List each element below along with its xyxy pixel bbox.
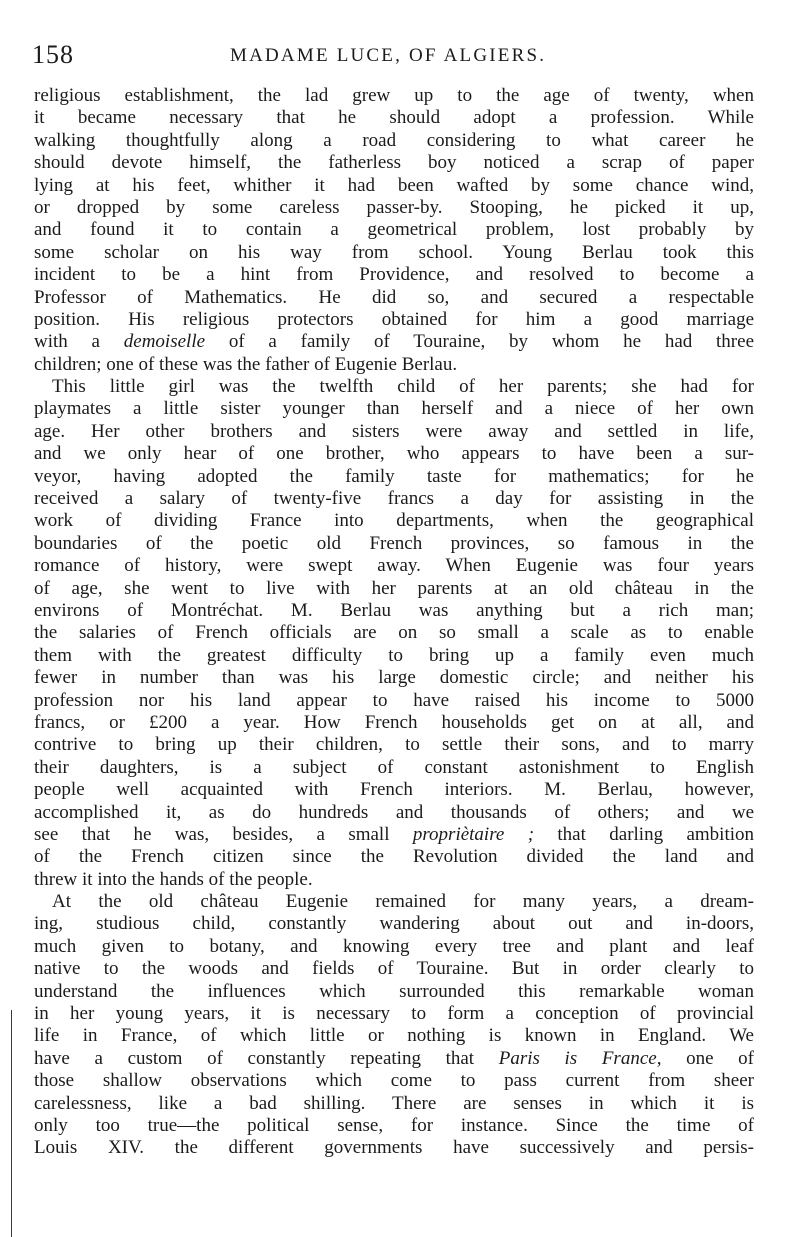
text-segment: ing, studious child, constantly wandering about out and in-doors, [34, 913, 754, 935]
text-segment: of age, she went to live with her parents at an old château in the [34, 577, 754, 599]
text-line [34, 824, 754, 846]
text-line [34, 376, 754, 398]
text-line [34, 85, 754, 107]
text-line [34, 421, 754, 443]
text-segment: of the French citizen since the Revolution divided the land and [34, 846, 754, 868]
text-segment: native to the woods and fields of Touraine. But in order clearly to [34, 958, 754, 980]
italic-phrase: demoiselle [123, 331, 206, 353]
text-segment: accomplished it, as do hundreds and thousands of others; and we [34, 801, 754, 823]
text-line [34, 600, 754, 622]
text-segment: that darling ambition [534, 823, 754, 845]
text-line [34, 555, 754, 577]
text-line [34, 645, 754, 667]
text-segment: life in France, of which little or nothing is known in England. We [34, 1025, 754, 1047]
text-line [34, 734, 754, 756]
text-line [34, 1115, 754, 1137]
text-line [34, 175, 754, 197]
text-line [34, 242, 754, 264]
text-segment: the salaries of French officials are on so small a scale as to enable [34, 622, 754, 644]
text-segment: position. His religious protectors obtained for him a good marriage [34, 308, 754, 330]
text-line [34, 466, 754, 488]
text-segment: This little girl was the twelfth child of her parents; she had for [52, 376, 754, 398]
text-line [34, 130, 754, 152]
text-line [34, 712, 754, 734]
text-line [34, 891, 754, 913]
text-line [34, 869, 754, 891]
text-line [34, 1137, 754, 1159]
text-line [34, 1070, 754, 1092]
text-line [34, 1048, 754, 1070]
text-line [34, 1003, 754, 1025]
text-line [34, 533, 754, 555]
italic-phrase: propriètaire ; [412, 823, 535, 845]
text-segment: Louis XIV. the different governments have successively and persis- [34, 1137, 754, 1159]
text-segment: walking thoughtfully along a road considering to what career he [34, 129, 754, 151]
text-segment: Professor of Mathematics. He did so, and secured a respectable [34, 286, 754, 308]
text-segment: much given to botany, and knowing every tree and plant and leaf [34, 935, 754, 957]
text-line [34, 398, 754, 420]
text-line [34, 958, 754, 980]
text-segment: age. Her other brothers and sisters were away and settled in life, [34, 420, 754, 442]
text-segment: and we only hear of one brother, who appears to have been a sur- [34, 443, 754, 465]
text-line [34, 981, 754, 1003]
text-segment: some scholar on his way from school. Young Berlau took this [34, 241, 754, 263]
text-segment: romance of history, were swept away. When Eugenie was four years [34, 555, 754, 577]
text-line [34, 690, 754, 712]
text-segment: only too true—the political sense, for instance. Since the time of [34, 1114, 754, 1136]
text-segment: in her young years, it is necessary to form a conception of provincial [34, 1003, 754, 1025]
text-segment: one of [661, 1047, 754, 1069]
text-line [34, 443, 754, 465]
text-line [34, 757, 754, 779]
gutter-rule [11, 1010, 12, 1237]
text-segment: boundaries of the poetic old French provinces, so famous in the [34, 532, 754, 554]
text-line [34, 936, 754, 958]
text-segment: understand the influences which surrounded this remarkable woman [34, 980, 754, 1002]
text-segment: should devote himself, the fatherless boy noticed a scrap of paper [34, 152, 754, 174]
italic-phrase: Paris is France, [498, 1047, 662, 1069]
text-segment: incident to be a hint from Providence, and resolved to become a [34, 264, 754, 286]
text-line [34, 510, 754, 532]
text-line [34, 152, 754, 174]
page-number: 158 [32, 40, 74, 69]
body-text [34, 85, 754, 1160]
running-title: MADAME LUCE, OF ALGIERS. [230, 45, 547, 66]
text-segment: and found it to contain a geometrical problem, lost probably by [34, 219, 754, 241]
text-line [34, 779, 754, 801]
text-segment: francs, or £200 a year. How French households get on at all, and [34, 711, 754, 733]
text-segment: carelessness, like a bad shilling. There are senses in which it is [34, 1092, 754, 1114]
text-segment: them with the greatest difficulty to bring up a family even much [34, 644, 754, 666]
text-segment: fewer in number than was his large domestic circle; and neither his [34, 667, 754, 689]
text-line [34, 264, 754, 286]
text-segment: threw it into the hands of the people. [34, 868, 313, 890]
text-segment: children; one of these was the father of Eugenie Berlau. [34, 353, 458, 375]
text-line [34, 197, 754, 219]
text-segment: it became necessary that he should adopt a profession. While [34, 107, 754, 129]
text-line [34, 354, 754, 376]
text-line [34, 309, 754, 331]
text-segment: religious establishment, the lad grew up to the age of twenty, when [34, 85, 754, 106]
text-segment: those shallow observations which come to pass current from sheer [34, 1070, 754, 1092]
text-segment: with a [34, 331, 124, 353]
text-segment: people well acquainted with French interiors. M. Berlau, however, [34, 779, 754, 801]
text-line [34, 667, 754, 689]
page-header [32, 38, 754, 72]
text-line [34, 107, 754, 129]
text-line [34, 1093, 754, 1115]
text-segment: playmates a little sister younger than herself and a niece of her own [34, 398, 754, 420]
text-line [34, 488, 754, 510]
text-segment: see that he was, besides, a small [34, 823, 413, 845]
text-segment: veyor, having adopted the family taste for mathematics; for he [34, 465, 754, 487]
text-segment: have a custom of constantly repeating that [34, 1047, 499, 1069]
text-segment: their daughters, is a subject of constant astonishment to English [34, 756, 754, 778]
text-segment: received a salary of twenty-five francs a day for assisting in the [34, 488, 754, 510]
text-segment: of a family of Touraine, by whom he had three [205, 331, 755, 353]
text-segment: work of dividing France into departments, when the geographical [34, 510, 754, 532]
text-line [34, 913, 754, 935]
text-segment: environs of Montréchat. M. Berlau was anything but a rich man; [34, 599, 754, 621]
text-line [34, 219, 754, 241]
text-line [34, 1025, 754, 1047]
text-line [34, 802, 754, 824]
text-segment: contrive to bring up their children, to settle their sons, and to marry [34, 734, 754, 756]
text-line [34, 622, 754, 644]
text-line [34, 846, 754, 868]
text-segment: or dropped by some careless passer-by. Stooping, he picked it up, [34, 196, 754, 218]
text-segment: profession nor his land appear to have raised his income to 5000 [34, 689, 754, 711]
text-line [34, 331, 754, 353]
text-segment: At the old château Eugenie remained for many years, a dream- [52, 891, 754, 913]
text-segment: lying at his feet, whither it had been wafted by some chance wind, [34, 174, 754, 196]
text-line [34, 578, 754, 600]
text-line [34, 287, 754, 309]
